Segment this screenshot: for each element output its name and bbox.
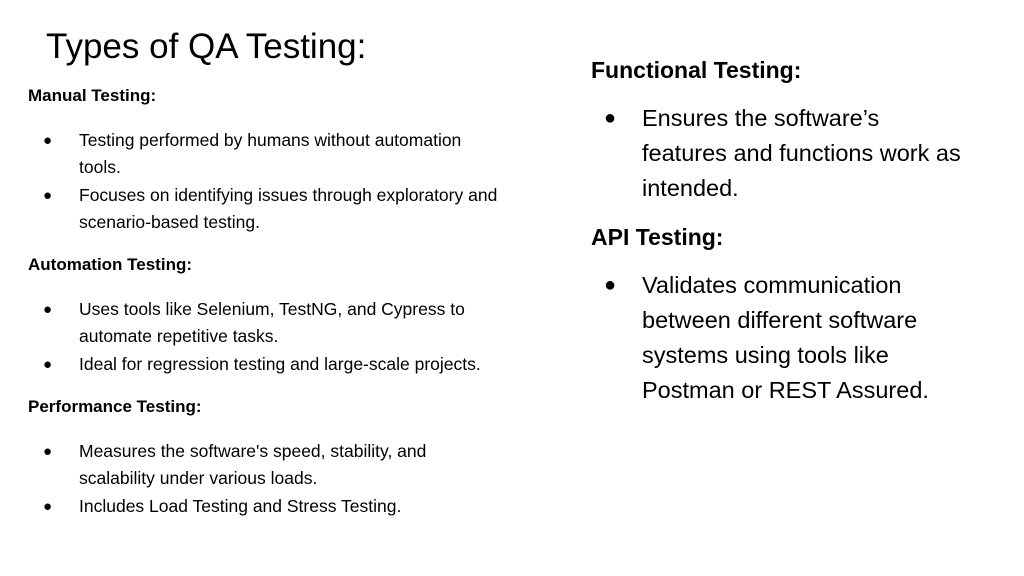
- section-heading: Automation Testing:: [28, 255, 192, 275]
- bullet-text: Focuses on identifying issues through exploratory and scenario-based testing.: [79, 184, 498, 232]
- bullet-item: [28, 493, 498, 520]
- section-heading: Functional Testing:: [591, 57, 802, 83]
- bullet-icon: ●: [43, 186, 53, 204]
- bullet-text: Validates communication between different software systems using tools like Postman or REST Assured.: [642, 271, 929, 404]
- right-column: [591, 54, 971, 422]
- bullet-text: Measures the software's speed, stability, and scalability under various loads.: [79, 441, 427, 489]
- bullet-text: Ensures the software’s features and functions work as intended.: [642, 105, 961, 202]
- bullet-icon: ●: [604, 107, 617, 129]
- bullet-item: [28, 438, 498, 493]
- bullet-list: [28, 296, 498, 378]
- section-heading: Manual Testing:: [28, 86, 157, 105]
- bullet-text: Testing performed by humans without automation tools.: [79, 130, 462, 178]
- section-functional-testing: [591, 54, 971, 207]
- section-manual-testing: [28, 84, 498, 236]
- bullet-list: [28, 127, 498, 236]
- left-column: [28, 84, 498, 537]
- bullet-icon: ●: [43, 301, 53, 319]
- bullet-item: [28, 127, 498, 182]
- section-heading: API Testing:: [591, 223, 724, 250]
- bullet-list: [591, 101, 971, 207]
- section-heading: Performance Testing:: [28, 397, 202, 417]
- bullet-icon: ●: [43, 443, 53, 461]
- bullet-list: [591, 268, 971, 409]
- bullet-item: [28, 182, 498, 237]
- slide-title: Types of QA Testing:: [46, 27, 367, 66]
- bullet-item: [28, 296, 498, 351]
- section-automation-testing: [28, 253, 498, 378]
- bullet-item: [591, 101, 962, 207]
- bullet-text: Uses tools like Selenium, TestNG, and Cypress to automate repetitive tasks.: [79, 299, 465, 347]
- bullet-item: [28, 351, 498, 378]
- bullet-icon: ●: [43, 132, 53, 149]
- section-performance-testing: [28, 395, 498, 520]
- section-api-testing: [591, 221, 971, 409]
- bullet-list: [28, 438, 498, 520]
- bullet-item: [591, 268, 962, 409]
- bullet-text: Ideal for regression testing and large-scale projects.: [79, 353, 481, 374]
- bullet-icon: ●: [604, 273, 617, 296]
- bullet-icon: ●: [43, 497, 53, 515]
- bullet-icon: ●: [43, 355, 53, 373]
- bullet-text: Includes Load Testing and Stress Testing.: [79, 495, 402, 516]
